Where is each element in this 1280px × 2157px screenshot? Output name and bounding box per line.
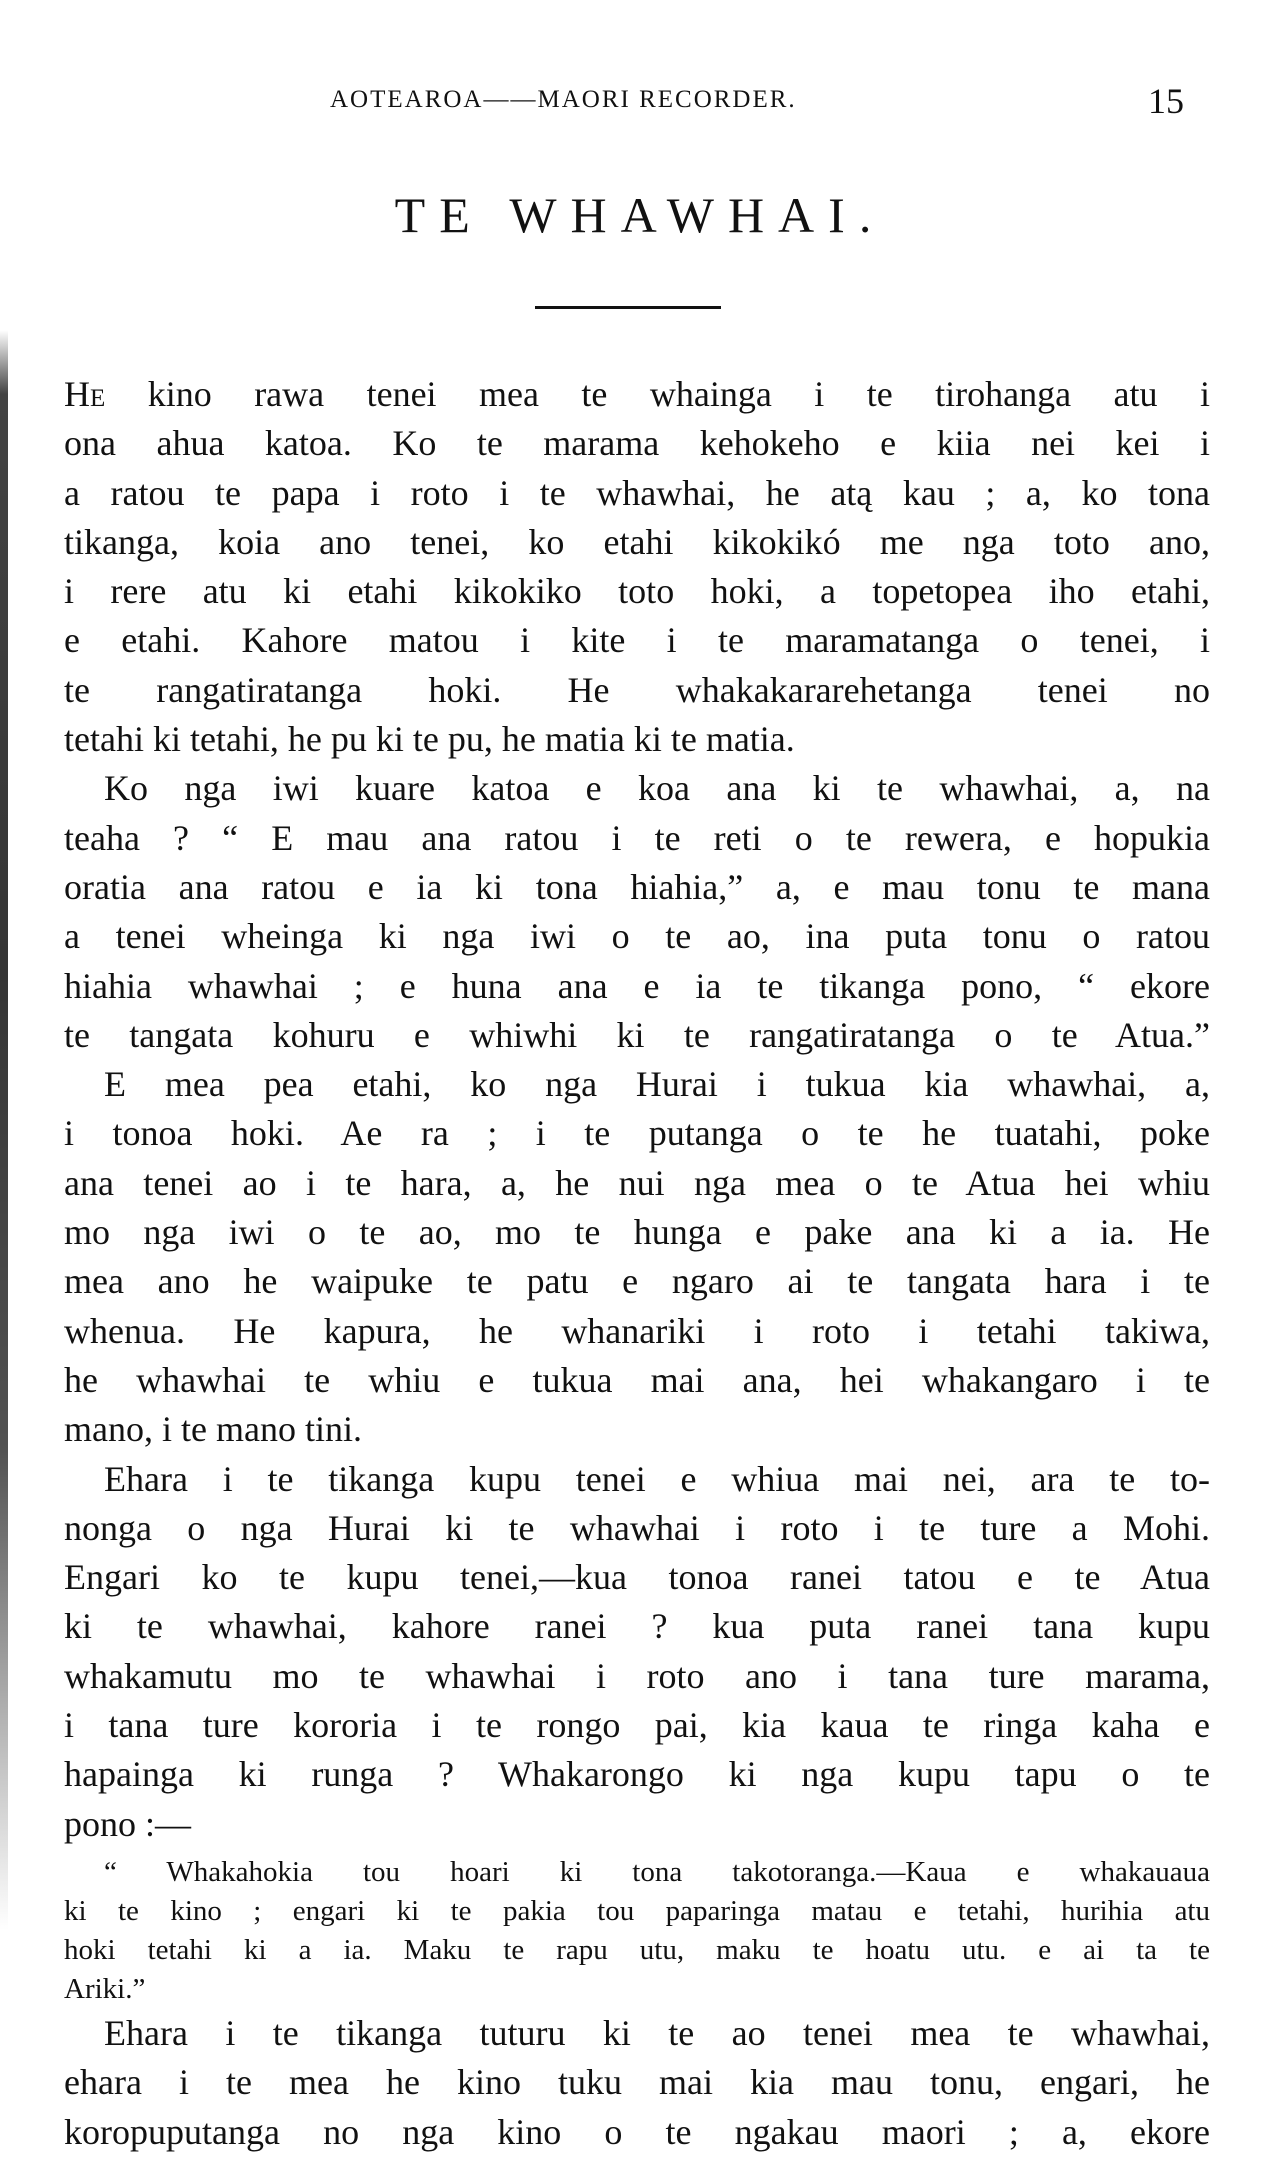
- text-line: nonga o nga Hurai ki te whawhai i roto i te ture a Mohi.: [64, 1507, 1210, 1548]
- text-line: ki te whawhai, kahore ranei ? kua puta ranei tana kupu: [64, 1606, 1210, 1647]
- text-line: ona ahua katoa. Ko te marama kehokeho e kiia nei kei i: [64, 423, 1210, 464]
- text-line: e etahi. Kahore matou i kite i te maramatanga o tenei, i: [64, 620, 1210, 661]
- text-line: koropuputanga no nga kino o te ngakau maori ; a, ekore: [64, 2111, 1210, 2152]
- text-line: teaha ? “ E mau ana ratou i te reti o te rewera, e hopukia: [64, 817, 1210, 858]
- running-header-title: AOTEAROA——MAORI RECORDER.: [330, 86, 797, 113]
- text-line: tetahi ki tetahi, he pu ki te pu, he matia ki te matia.: [64, 719, 795, 760]
- quote-line: “ Whakahokia tou hoari ki tona takotoranga.—Kaua e whakauaua: [104, 1855, 1210, 1888]
- page-number: 15: [1148, 81, 1184, 121]
- text-line: oratia ana ratou e ia ki tona hiahia,” a, e mau tonu te mana: [64, 866, 1210, 907]
- text-line: a ratou te papa i roto i te whawhai, he atą kau ; a, ko tona: [64, 472, 1210, 513]
- opening-word: He: [64, 374, 106, 414]
- paragraph-1: [64, 370, 1210, 764]
- text-line: hapainga ki runga ? Whakarongo ki nga kupu tapu o te: [64, 1754, 1210, 1795]
- article-body: [64, 370, 1210, 2157]
- text-line: mano, i te mano tini.: [64, 1409, 362, 1450]
- text-line: he whawhai te whiu e tukua mai ana, hei whakangaro i te: [64, 1359, 1210, 1400]
- text-line: te tangata kohuru e whiwhi ki te rangatiratanga o te Atua.”: [64, 1014, 1210, 1055]
- text-line: Ehara i te tikanga kupu tenei e whiua mai nei, ara te to-: [104, 1458, 1210, 1499]
- paragraph-3: [64, 1060, 1210, 1454]
- text-line: mea ano he waipuke te patu e ngaro ai te tangata hara i te: [64, 1261, 1210, 1302]
- text-line: Ehara i te tikanga tuturu ki te ao tenei mea te whawhai,: [104, 2012, 1210, 2053]
- text-line: He kino rawa tenei mea te whainga i te tirohanga atu i: [64, 374, 1210, 414]
- text-line: tikanga, koia ano tenei, ko etahi kikokikó me nga toto ano,: [64, 521, 1210, 562]
- text-line: pono :—: [64, 1803, 192, 1844]
- paragraph-4: [64, 1455, 1210, 1849]
- text-line: i tonoa hoki. Ae ra ; i te putanga o te he tuatahi, poke: [64, 1113, 1210, 1154]
- text-line: ana tenei ao i te hara, a, he nui nga mea o te Atua hei whiu: [64, 1162, 1210, 1203]
- text-line: i rere atu ki etahi kikokiko toto hoki, a topetopea iho etahi,: [64, 571, 1210, 612]
- text-line: whakamutu mo te whawhai i roto ano i tana ture marama,: [64, 1655, 1210, 1696]
- text-line: i tana ture kororia i te rongo pai, kia kaua te ringa kaha e: [64, 1705, 1210, 1746]
- paragraph-5: [64, 2009, 1210, 2157]
- article-title: TE WHAWHAI.: [394, 187, 886, 243]
- quote-line: ki te kino ; engari ki te pakia tou paparinga matau e tetahi, hurihia atu: [64, 1894, 1210, 1927]
- page-edge-shadow: [0, 330, 8, 1930]
- text-line: whenua. He kapura, he whanariki i roto i tetahi takiwa,: [64, 1310, 1210, 1351]
- text-line: Ko nga iwi kuare katoa e koa ana ki te whawhai, a, na: [104, 768, 1210, 809]
- title-rule: [535, 306, 721, 309]
- text-line: a tenei wheinga ki nga iwi o te ao, ina puta tonu o ratou: [64, 916, 1210, 957]
- text-line: ehara i te mea he kino tuku mai kia mau tonu, engari, he: [64, 2062, 1210, 2103]
- text-line: Engari ko te kupu tenei,—kua tonoa ranei tatou e te Atua: [64, 1557, 1210, 1598]
- paragraph-2: [64, 764, 1210, 1060]
- text-line: mo nga iwi o te ao, mo te hunga e pake ana ki a ia. He: [64, 1212, 1210, 1253]
- quote-line: hoki tetahi ki a ia. Maku te rapu utu, maku te hoatu utu. e ai ta te: [64, 1933, 1210, 1966]
- text-line: hiahia whawhai ; e huna ana e ia te tikanga pono, “ ekore: [64, 965, 1210, 1006]
- scripture-quote: [64, 1853, 1210, 2009]
- quote-line: Ariki.”: [64, 1972, 146, 2005]
- text-line: te rangatiratanga hoki. He whakakararehetanga tenei no: [64, 669, 1210, 710]
- text-line: E mea pea etahi, ko nga Hurai i tukua kia whawhai, a,: [104, 1064, 1210, 1105]
